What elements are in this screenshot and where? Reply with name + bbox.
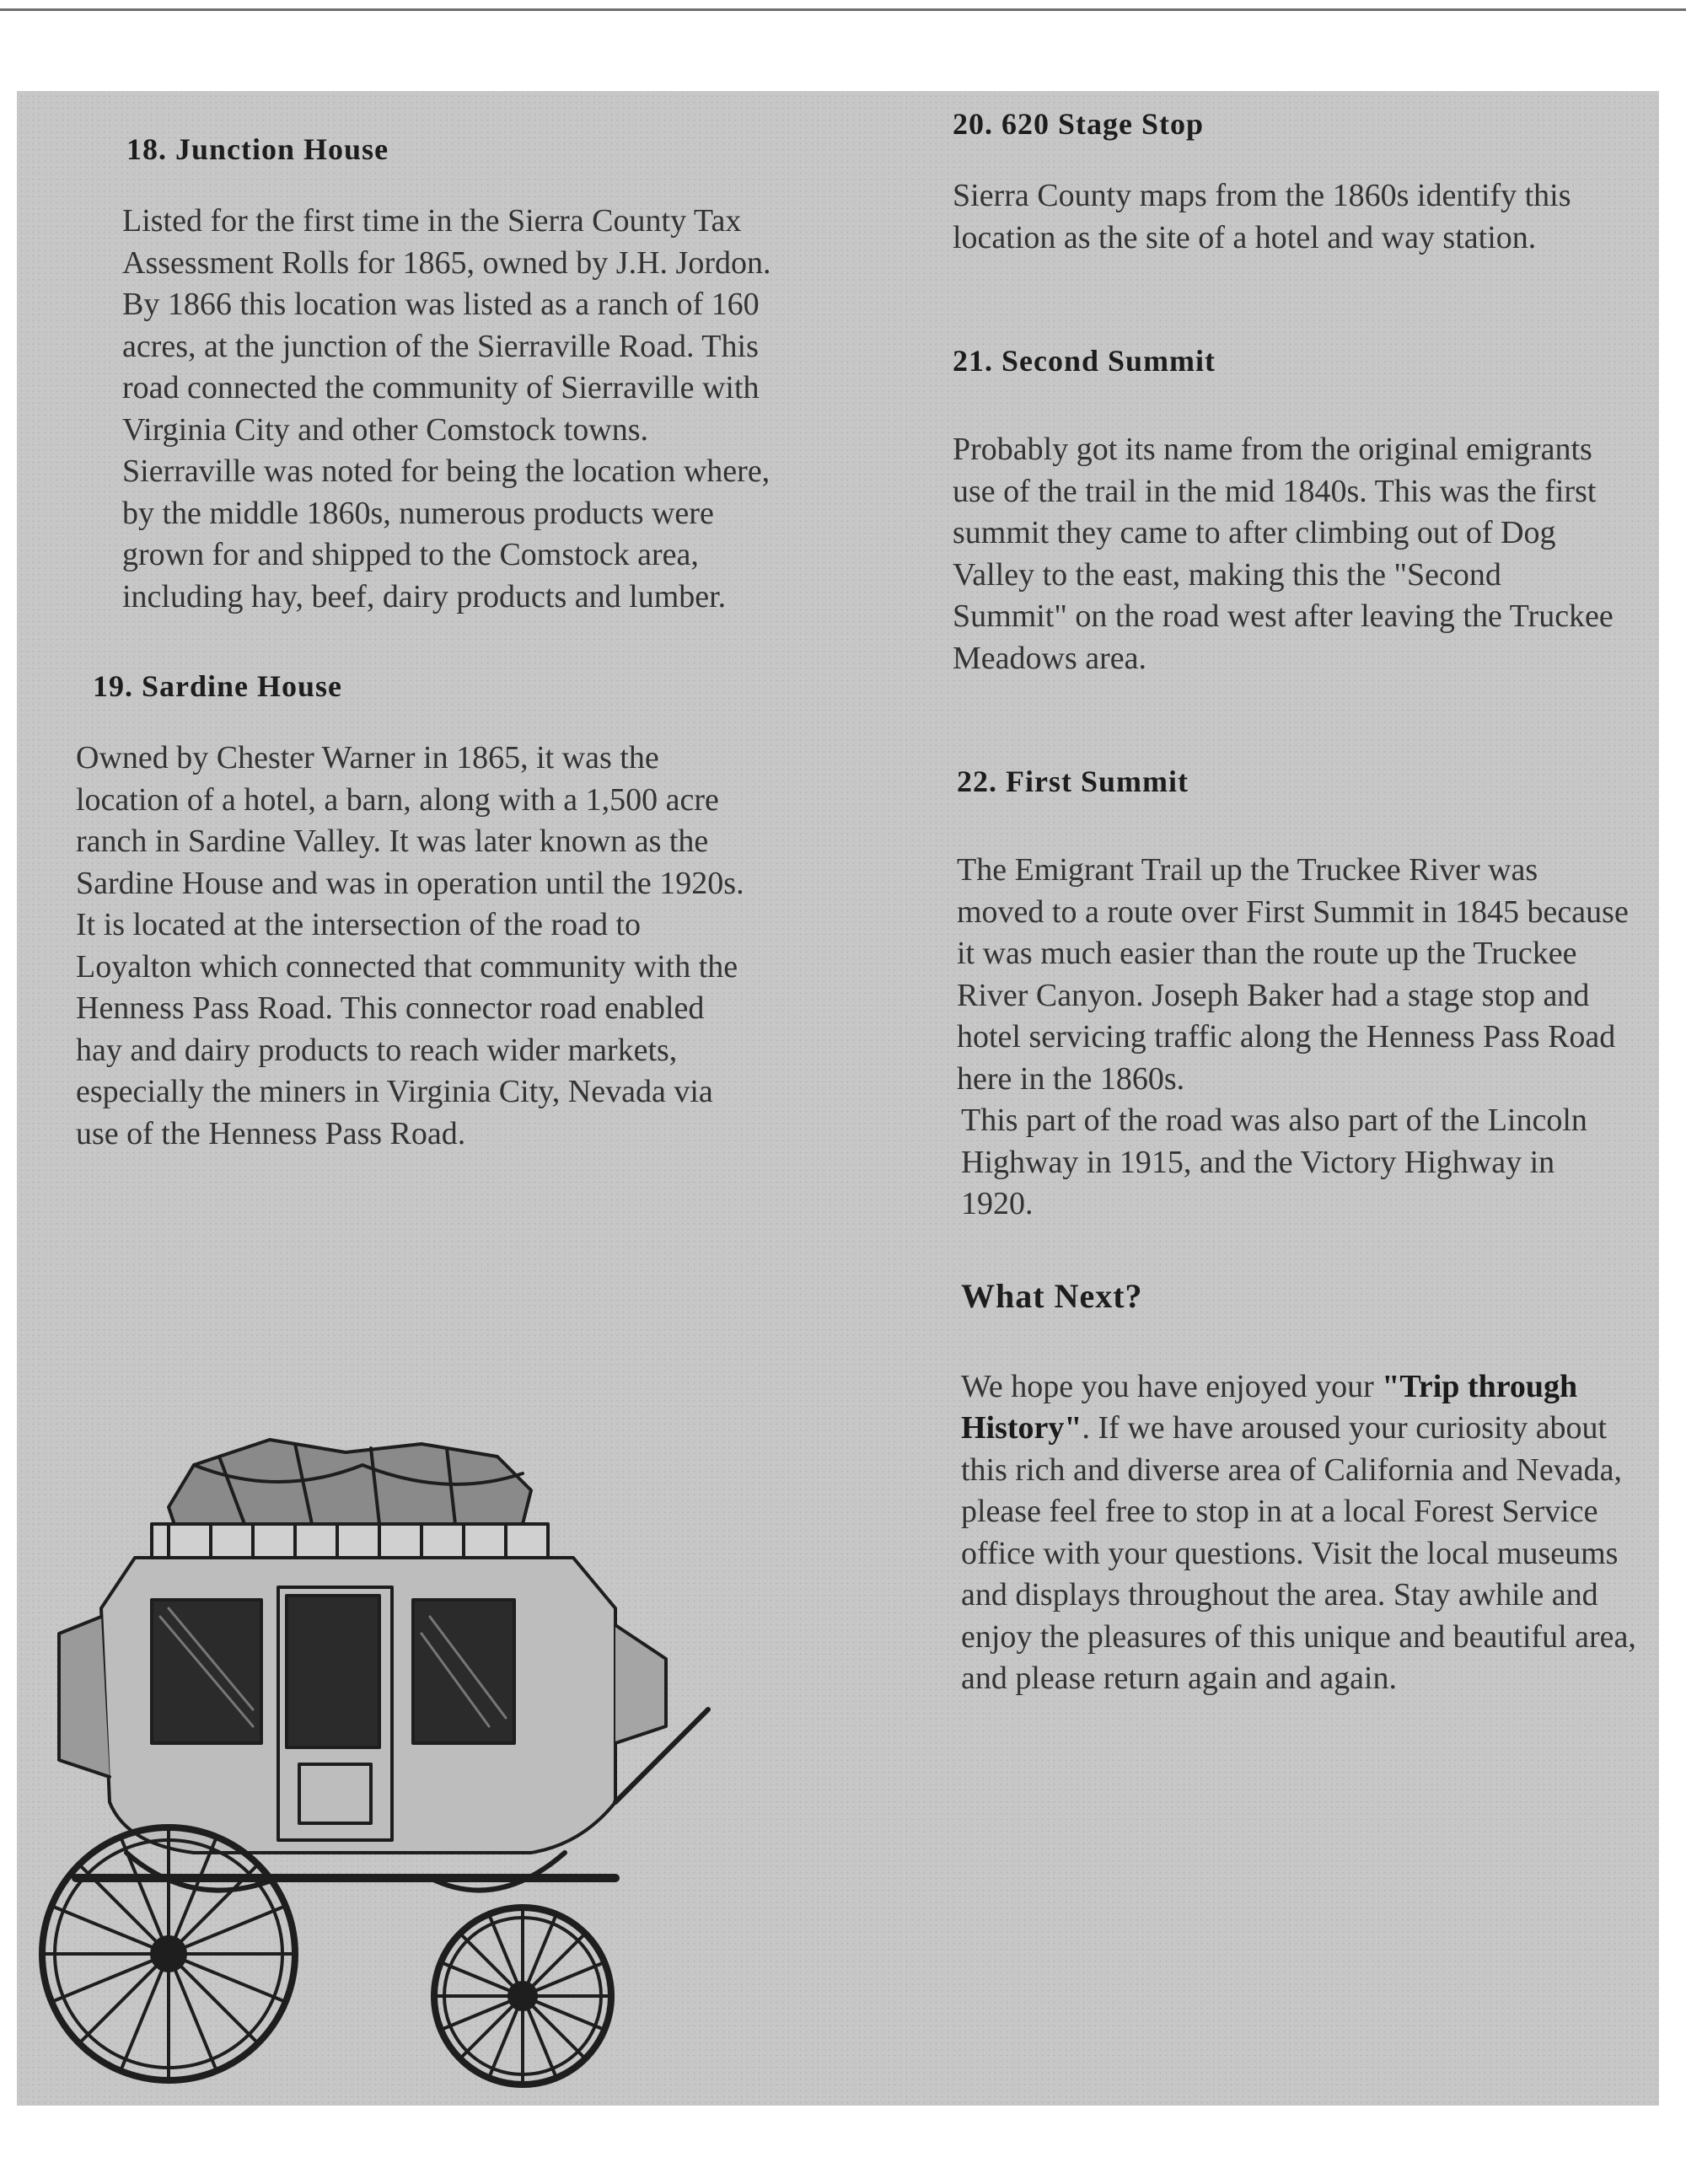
section-what-next xyxy=(936,1276,1644,1700)
what-next-intro: We hope you have enjoyed your xyxy=(961,1368,1383,1404)
brochure-sheet xyxy=(17,91,1659,2106)
page-top-rule xyxy=(0,8,1686,11)
section-title: 22. First Summit xyxy=(957,765,1189,798)
section-body xyxy=(961,1366,1644,1700)
section-title: 19. Sardine House xyxy=(93,669,343,703)
section-body-continued: This part of the road was also part of the Lincoln Highway in 1915, and the Victory Highway in 1920. xyxy=(961,1103,1587,1221)
section-second-summit xyxy=(936,343,1644,679)
section-junction-house xyxy=(76,131,771,618)
section-620-stage-stop xyxy=(936,106,1644,259)
section-sardine-house xyxy=(76,668,767,1155)
left-column xyxy=(76,131,771,1155)
section-title: 18. Junction House xyxy=(126,132,389,166)
section-title: 21. Second Summit xyxy=(953,344,1216,378)
section-body: The Emigrant Trail up the Truckee River was moved to a route over First Summit in 1845 because it was much easier than the route up the Truckee River Canyon. Joseph Baker had a stage stop and hotel servicing traffic along the Henness Pass Road here in the 1860s. xyxy=(957,852,1629,1097)
trip-through-history-emphasis: "Trip through History" xyxy=(961,1368,1578,1446)
section-body: Sierra County maps from the 1860s identify this location as the site of a hotel and way station. xyxy=(953,178,1571,255)
section-body: Owned by Chester Warner in 1865, it was the location of a hotel, a barn, along with a 1,500 acre ranch in Sardine Valley. It was later known as the Sardine House and was in operation until the 1920s. It is located at the intersection of the road to Loyalton which connected that community with the Henness Pass Road. This connector road enabled hay and dairy products to reach wider markets, especially the miners in Virginia City, Nevada via use of the Henness Pass Road. xyxy=(76,740,744,1151)
section-body: Probably got its name from the original emigrants use of the trail in the mid 1840s. This was the first summit they came to after climbing out of Dog Valley to the east, making this the "Second Summit" on the road west after leaving the Truckee Meadows area. xyxy=(953,432,1614,676)
section-title: What Next? xyxy=(961,1276,1143,1315)
section-first-summit xyxy=(936,764,1644,1226)
what-next-rest: . If we have aroused your curiosity about this rich and diverse area of California and Nevada, please feel free to stop in at a local Forest Service office with your questions. Visit the local museums and displays throughout the area. Stay awhile and enjoy the pleasures of this unique and beautiful area, and please return again and again. xyxy=(961,1410,1636,1696)
right-column xyxy=(936,106,1644,1700)
stagecoach-illustration xyxy=(25,1406,717,2097)
section-title: 20. 620 Stage Stop xyxy=(953,107,1205,141)
section-body: Listed for the first time in the Sierra County Tax Assessment Rolls for 1865, owned by J.H. Jordon. By 1866 this location was listed as a ranch of 160 acres, at the junction of the Sierraville Road. This road connected the community of Sierraville with Virginia City and other Comstock towns. Sierraville was noted for being the location where, by the middle 1860s, numerous products were grown for and shipped to the Comstock area, including hay, beef, dairy products and lumber. xyxy=(122,203,771,614)
